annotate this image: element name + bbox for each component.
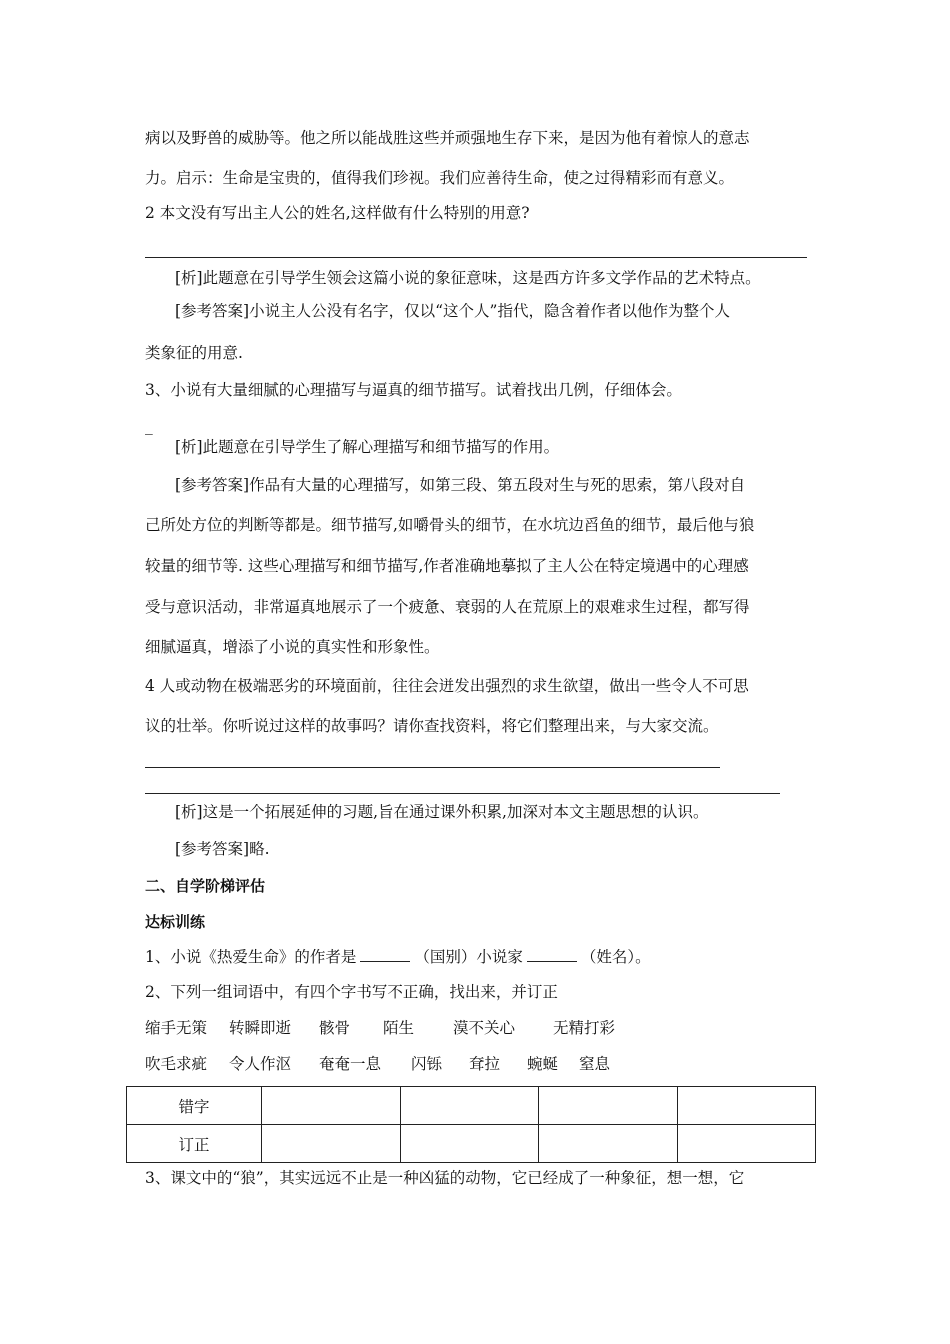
name-blank[interactable] bbox=[527, 946, 577, 962]
reference-answer-cont: 受与意识活动，非常逼真地展示了一个疲惫、衰弱的人在荒原上的艰难求生过程，都写得 bbox=[145, 598, 750, 616]
word-item: 漠不关心 bbox=[453, 1019, 516, 1037]
question-4-cont: 议的壮举。你听说过这样的故事吗？请你查找资料，将它们整理出来，与大家交流。 bbox=[145, 717, 719, 735]
subsection-heading: 达标训练 bbox=[145, 913, 206, 931]
section-heading: 二、自学阶梯评估 bbox=[145, 877, 266, 895]
table-row bbox=[127, 1125, 816, 1163]
row-label-wrong: 错字 bbox=[127, 1087, 262, 1125]
answer-line bbox=[145, 793, 780, 794]
question-4: 4 人或动物在极端恶劣的环境面前，往往会迸发出强烈的求生欲望，做出一些令人不可思 bbox=[145, 677, 749, 695]
analysis-text: [析]这是一个拓展延伸的习题,旨在通过课外积累,加深对本文主题思想的认识。 bbox=[175, 803, 709, 821]
exercise-2: 2、下列一组词语中，有四个字书写不正确，找出来，并订正 bbox=[145, 983, 558, 1001]
word-item: 骸骨 bbox=[319, 1019, 351, 1037]
row-label-correct: 订正 bbox=[127, 1125, 262, 1163]
question-3: 3、小说有大量细腻的心理描写与逼真的细节描写。试着找出几例，仔细体会。 bbox=[145, 381, 682, 399]
answer-line bbox=[145, 767, 720, 768]
word-list bbox=[145, 1054, 610, 1074]
table-row bbox=[127, 1087, 816, 1125]
table-cell[interactable] bbox=[400, 1087, 539, 1125]
analysis-text: [析]此题意在引导学生了解心理描写和细节描写的作用。 bbox=[175, 438, 560, 456]
correction-table bbox=[126, 1086, 816, 1163]
table-cell[interactable] bbox=[677, 1087, 816, 1125]
reference-answer-cont: 类象征的用意. bbox=[145, 344, 243, 362]
reference-answer-cont: 细腻逼真，增添了小说的真实性和形象性。 bbox=[145, 638, 440, 656]
word-item: 令人作沤 bbox=[229, 1055, 292, 1073]
exercise-1-text: （姓名）。 bbox=[580, 948, 651, 966]
exercise-3: 3、课文中的“狼”，其实远远不止是一种凶猛的动物，它已经成了一种象征，想一想，它 bbox=[145, 1169, 745, 1187]
answer-line-short: _ bbox=[145, 417, 153, 435]
word-item: 窒息 bbox=[579, 1055, 611, 1073]
reference-answer: [参考答案]小说主人公没有名字，仅以“这个人”指代，隐含着作者以他作为整个人 bbox=[175, 302, 730, 320]
answer-line bbox=[145, 257, 807, 258]
table-cell[interactable] bbox=[262, 1087, 401, 1125]
word-item: 蜿蜒 bbox=[527, 1055, 559, 1073]
reference-answer-cont: 较量的细节等. 这些心理描写和细节描写,作者准确地摹拟了主人公在特定境遇中的心理感 bbox=[145, 557, 749, 575]
question-2: 2 本文没有写出主人公的姓名,这样做有什么特别的用意? bbox=[145, 204, 530, 222]
country-blank[interactable] bbox=[360, 946, 410, 962]
exercise-1 bbox=[145, 946, 651, 967]
table-cell[interactable] bbox=[677, 1125, 816, 1163]
table-cell[interactable] bbox=[400, 1125, 539, 1163]
paragraph-line: 病以及野兽的威胁等。他之所以能战胜这些并顽强地生存下来，是因为他有着惊人的意志 bbox=[145, 129, 750, 147]
reference-answer: [参考答案]作品有大量的心理描写，如第三段、第五段对生与死的思索，第八段对自 bbox=[175, 476, 746, 494]
word-item: 闪铄 bbox=[411, 1055, 443, 1073]
table-cell[interactable] bbox=[262, 1125, 401, 1163]
word-item: 转瞬即逝 bbox=[229, 1019, 292, 1037]
word-item: 耷拉 bbox=[469, 1055, 501, 1073]
word-item: 缩手无策 bbox=[145, 1019, 208, 1037]
exercise-1-text: （国别）小说家 bbox=[414, 948, 523, 966]
word-item: 无精打彩 bbox=[553, 1019, 616, 1037]
word-item: 吹毛求疵 bbox=[145, 1055, 208, 1073]
word-item: 奄奄一息 bbox=[319, 1055, 382, 1073]
paragraph-line: 力。启示：生命是宝贵的，值得我们珍视。我们应善待生命，使之过得精彩而有意义。 bbox=[145, 169, 735, 187]
word-item: 陌生 bbox=[383, 1019, 415, 1037]
reference-answer-cont: 己所处方位的判断等都是。细节描写,如嚼骨头的细节，在水坑边舀鱼的细节，最后他与狼 bbox=[145, 516, 755, 534]
reference-answer: [参考答案]略. bbox=[175, 840, 270, 858]
word-list bbox=[145, 1018, 615, 1038]
exercise-1-text: 1、小说《热爱生命》的作者是 bbox=[145, 948, 357, 966]
table-cell[interactable] bbox=[539, 1125, 678, 1163]
table-cell[interactable] bbox=[539, 1087, 678, 1125]
analysis-text: [析]此题意在引导学生领会这篇小说的象征意味，这是西方许多文学作品的艺术特点。 bbox=[175, 269, 761, 287]
